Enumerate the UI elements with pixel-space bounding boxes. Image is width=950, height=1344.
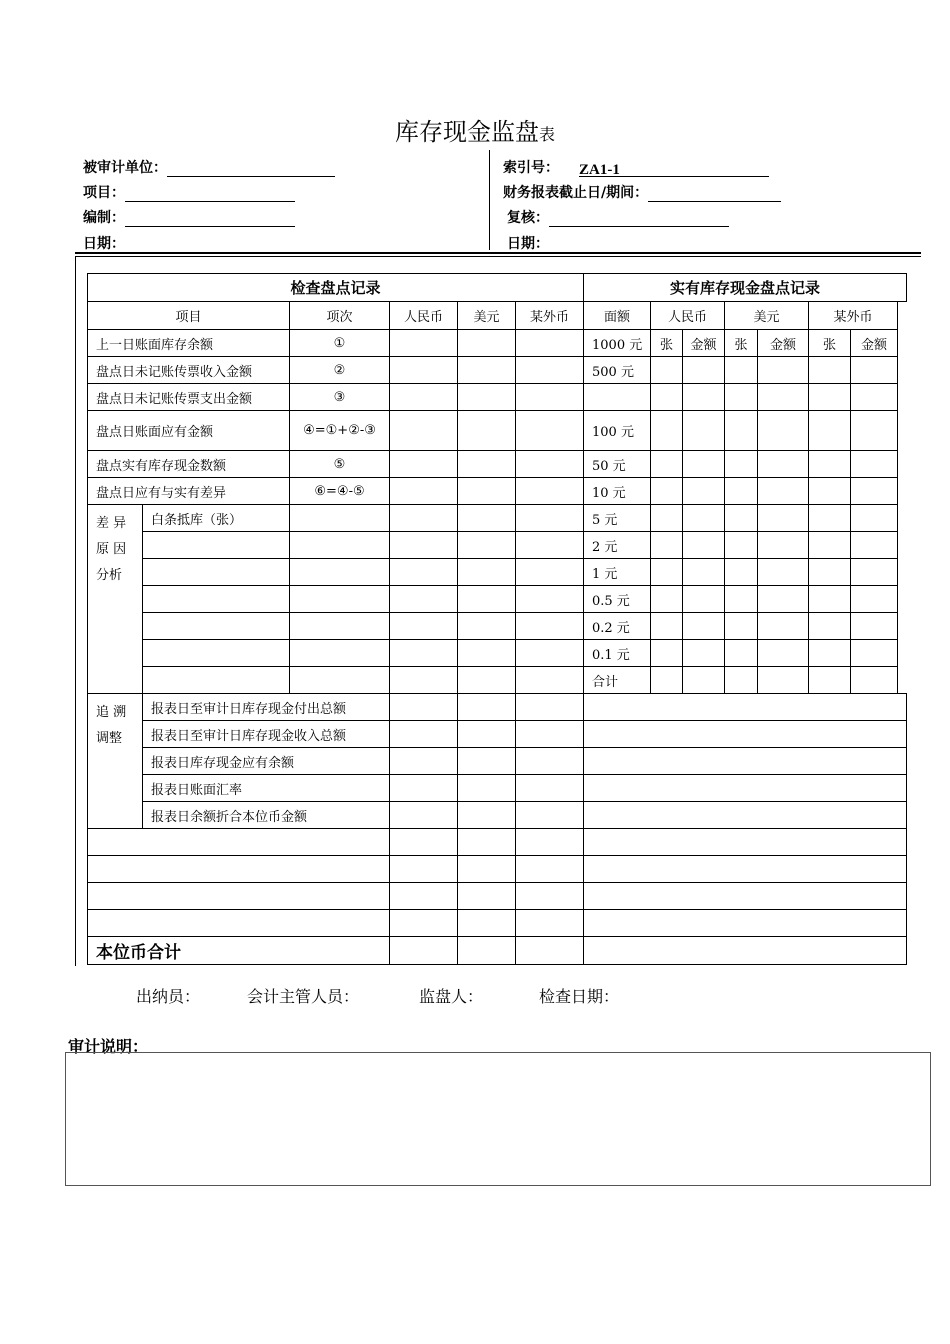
count-cell[interactable] bbox=[682, 356, 725, 384]
count-cell[interactable] bbox=[808, 558, 851, 586]
diff-cause-label: 差 异 原 因 分析 bbox=[87, 504, 143, 694]
count-cell[interactable] bbox=[850, 504, 898, 532]
sub-header-cell: 金额 bbox=[682, 329, 725, 357]
trace-usd-cell[interactable] bbox=[457, 774, 516, 802]
col-header-fx: 某外币 bbox=[515, 301, 584, 330]
count-cell[interactable] bbox=[724, 410, 758, 451]
blank-rmb-cell[interactable] bbox=[389, 909, 458, 937]
blank-item-cell[interactable] bbox=[87, 882, 390, 910]
header-divider bbox=[489, 150, 490, 250]
blank-remark-cell[interactable] bbox=[583, 936, 907, 965]
count-cell[interactable] bbox=[724, 612, 758, 640]
diff-item-cell[interactable] bbox=[142, 531, 290, 559]
count-cell[interactable] bbox=[682, 477, 725, 505]
col-header-rmb-count: 人民币 bbox=[650, 301, 725, 330]
usd-value-cell[interactable] bbox=[457, 329, 516, 357]
count-cell[interactable] bbox=[850, 558, 898, 586]
date-left-field[interactable]: 日期： bbox=[83, 233, 295, 253]
count-cell[interactable] bbox=[757, 356, 809, 384]
diff-item-cell[interactable] bbox=[142, 666, 290, 694]
audited-unit-field[interactable]: 被审计单位： bbox=[83, 157, 335, 177]
monitor-signature[interactable]: 监盘人： bbox=[419, 987, 484, 1006]
rmb-value-cell[interactable] bbox=[389, 410, 458, 451]
rmb-value-cell[interactable] bbox=[389, 558, 458, 586]
denomination-cell: 合计 bbox=[583, 666, 651, 694]
trace-usd-cell[interactable] bbox=[457, 747, 516, 775]
count-cell[interactable] bbox=[757, 477, 809, 505]
blank-item-cell[interactable] bbox=[87, 828, 390, 856]
blank-usd-cell[interactable] bbox=[457, 828, 516, 856]
trace-remark-cell[interactable] bbox=[583, 720, 907, 748]
count-cell[interactable] bbox=[724, 531, 758, 559]
diff-item-cell[interactable] bbox=[142, 558, 290, 586]
rmb-value-cell[interactable] bbox=[389, 531, 458, 559]
row-item-label: 盘点实有库存现金数额 bbox=[87, 450, 290, 478]
rmb-value-cell[interactable] bbox=[389, 504, 458, 532]
reviewed-by-field[interactable]: 复核： bbox=[507, 207, 729, 227]
count-cell[interactable] bbox=[650, 383, 683, 411]
usd-value-cell[interactable] bbox=[457, 450, 516, 478]
diff-item-cell[interactable] bbox=[142, 612, 290, 640]
row-seq: ③ bbox=[289, 383, 390, 411]
count-cell[interactable] bbox=[724, 558, 758, 586]
count-cell[interactable] bbox=[682, 666, 725, 694]
left-margin-rule bbox=[75, 256, 76, 966]
row-seq: ④=①+②-③ bbox=[289, 410, 390, 451]
header-rule bbox=[75, 252, 921, 254]
rmb-value-cell[interactable] bbox=[389, 383, 458, 411]
blank-item-cell[interactable] bbox=[87, 909, 390, 937]
count-cell[interactable] bbox=[808, 450, 851, 478]
diff-seq-cell[interactable] bbox=[289, 504, 390, 532]
row-item-label: 盘点日未记账传票支出金额 bbox=[87, 383, 290, 411]
trace-item-label: 报表日至审计日库存现金付出总额 bbox=[142, 693, 390, 721]
count-cell[interactable] bbox=[808, 356, 851, 384]
count-cell[interactable] bbox=[757, 383, 809, 411]
denomination-cell: 100 元 bbox=[583, 410, 651, 451]
sub-header-cell: 张 bbox=[808, 329, 851, 357]
trace-item-label: 报表日至审计日库存现金收入总额 bbox=[142, 720, 390, 748]
row-seq: ⑤ bbox=[289, 450, 390, 478]
trace-rmb-cell[interactable] bbox=[389, 774, 458, 802]
count-cell[interactable] bbox=[650, 450, 683, 478]
rmb-value-cell[interactable] bbox=[389, 356, 458, 384]
usd-value-cell[interactable] bbox=[457, 558, 516, 586]
trace-rmb-cell[interactable] bbox=[389, 720, 458, 748]
blank-fx-cell[interactable] bbox=[515, 828, 584, 856]
blank-rmb-cell[interactable] bbox=[389, 936, 458, 965]
count-cell[interactable] bbox=[682, 558, 725, 586]
fx-value-cell[interactable] bbox=[515, 531, 584, 559]
blank-remark-cell[interactable] bbox=[583, 855, 907, 883]
col-header-rmb: 人民币 bbox=[389, 301, 458, 330]
blank-usd-cell[interactable] bbox=[457, 855, 516, 883]
trace-remark-cell[interactable] bbox=[583, 693, 907, 721]
blank-fx-cell[interactable] bbox=[515, 909, 584, 937]
count-cell[interactable] bbox=[808, 531, 851, 559]
count-cell[interactable] bbox=[682, 410, 725, 451]
trace-rmb-cell[interactable] bbox=[389, 747, 458, 775]
fx-value-cell[interactable] bbox=[515, 450, 584, 478]
rmb-value-cell[interactable] bbox=[389, 666, 458, 694]
cashier-signature[interactable]: 出纳员： bbox=[136, 987, 201, 1006]
usd-value-cell[interactable] bbox=[457, 639, 516, 667]
count-cell[interactable] bbox=[808, 639, 851, 667]
sub-header-cell: 张 bbox=[724, 329, 758, 357]
fx-value-cell[interactable] bbox=[515, 639, 584, 667]
row-seq: ① bbox=[289, 329, 390, 357]
count-cell[interactable] bbox=[850, 639, 898, 667]
blank-usd-cell[interactable] bbox=[457, 882, 516, 910]
total-label: 本位币合计 bbox=[87, 936, 390, 965]
rmb-value-cell[interactable] bbox=[389, 450, 458, 478]
blank-rmb-cell[interactable] bbox=[389, 828, 458, 856]
sub-header-cell: 张 bbox=[650, 329, 683, 357]
trace-item-label: 报表日库存现金应有余额 bbox=[142, 747, 390, 775]
usd-value-cell[interactable] bbox=[457, 356, 516, 384]
index-value: ZA1-1 bbox=[579, 162, 769, 177]
sub-header-cell: 金额 bbox=[850, 329, 898, 357]
diff-item-cell: 白条抵库（张） bbox=[142, 504, 290, 532]
count-cell[interactable] bbox=[850, 477, 898, 505]
report-period-field[interactable]: 财务报表截止日/期间： bbox=[503, 182, 781, 202]
count-cell[interactable] bbox=[757, 450, 809, 478]
trace-remark-cell[interactable] bbox=[583, 774, 907, 802]
count-cell[interactable] bbox=[757, 410, 809, 451]
col-header-fx-count: 某外币 bbox=[808, 301, 898, 330]
rmb-value-cell[interactable] bbox=[389, 329, 458, 357]
count-cell[interactable] bbox=[650, 585, 683, 613]
diff-seq-cell[interactable] bbox=[289, 639, 390, 667]
trace-rmb-cell[interactable] bbox=[389, 801, 458, 829]
count-cell[interactable] bbox=[650, 410, 683, 451]
count-cell[interactable] bbox=[808, 585, 851, 613]
denomination-cell: 2 元 bbox=[583, 531, 651, 559]
trace-remark-cell[interactable] bbox=[583, 747, 907, 775]
diff-seq-cell[interactable] bbox=[289, 666, 390, 694]
count-cell[interactable] bbox=[682, 531, 725, 559]
trace-usd-cell[interactable] bbox=[457, 720, 516, 748]
count-cell[interactable] bbox=[808, 477, 851, 505]
count-cell[interactable] bbox=[808, 504, 851, 532]
header-rule-thin bbox=[75, 256, 921, 257]
count-cell[interactable] bbox=[757, 504, 809, 532]
denomination-cell: 1000 元 bbox=[583, 329, 651, 357]
audit-notes-box[interactable] bbox=[65, 1052, 931, 1186]
denomination-cell: 0.1 元 bbox=[583, 639, 651, 667]
count-cell[interactable] bbox=[757, 612, 809, 640]
fx-value-cell[interactable] bbox=[515, 329, 584, 357]
count-cell[interactable] bbox=[757, 531, 809, 559]
fx-value-cell[interactable] bbox=[515, 356, 584, 384]
count-cell[interactable] bbox=[757, 639, 809, 667]
rmb-value-cell[interactable] bbox=[389, 585, 458, 613]
blank-fx-cell[interactable] bbox=[515, 936, 584, 965]
usd-value-cell[interactable] bbox=[457, 612, 516, 640]
blank-usd-cell[interactable] bbox=[457, 909, 516, 937]
supervisor-signature[interactable]: 会计主管人员： bbox=[247, 987, 360, 1006]
right-section-header: 实有库存现金盘点记录 bbox=[583, 273, 907, 302]
fx-value-cell[interactable] bbox=[515, 666, 584, 694]
count-cell[interactable] bbox=[682, 450, 725, 478]
count-cell[interactable] bbox=[682, 383, 725, 411]
count-cell[interactable] bbox=[650, 558, 683, 586]
date-right-field[interactable]: 日期： bbox=[507, 233, 717, 253]
usd-value-cell[interactable] bbox=[457, 531, 516, 559]
count-cell[interactable] bbox=[682, 639, 725, 667]
col-header-item: 项目 bbox=[87, 301, 290, 330]
col-header-usd: 美元 bbox=[457, 301, 516, 330]
blank-remark-cell[interactable] bbox=[583, 882, 907, 910]
count-cell[interactable] bbox=[682, 504, 725, 532]
usd-value-cell[interactable] bbox=[457, 477, 516, 505]
count-cell[interactable] bbox=[757, 558, 809, 586]
usd-value-cell[interactable] bbox=[457, 410, 516, 451]
denomination-cell bbox=[583, 383, 651, 411]
audit-notes-label: 审计说明： bbox=[68, 1037, 149, 1056]
row-item-label: 盘点日账面应有金额 bbox=[87, 410, 290, 451]
sub-header-cell: 金额 bbox=[757, 329, 809, 357]
trace-item-label: 报表日余额折合本位币金额 bbox=[142, 801, 390, 829]
count-cell[interactable] bbox=[850, 585, 898, 613]
diff-item-cell[interactable] bbox=[142, 639, 290, 667]
count-cell[interactable] bbox=[850, 450, 898, 478]
count-cell[interactable] bbox=[724, 383, 758, 411]
denomination-cell: 0.2 元 bbox=[583, 612, 651, 640]
col-header-denom: 面额 bbox=[583, 301, 651, 330]
diff-item-cell[interactable] bbox=[142, 585, 290, 613]
fx-value-cell[interactable] bbox=[515, 383, 584, 411]
count-cell[interactable] bbox=[650, 477, 683, 505]
blank-fx-cell[interactable] bbox=[515, 882, 584, 910]
blank-rmb-cell[interactable] bbox=[389, 882, 458, 910]
diff-seq-cell[interactable] bbox=[289, 531, 390, 559]
blank-rmb-cell[interactable] bbox=[389, 855, 458, 883]
trace-remark-cell[interactable] bbox=[583, 801, 907, 829]
count-cell[interactable] bbox=[724, 666, 758, 694]
count-cell[interactable] bbox=[724, 450, 758, 478]
fx-value-cell[interactable] bbox=[515, 477, 584, 505]
denomination-cell: 0.5 元 bbox=[583, 585, 651, 613]
usd-value-cell[interactable] bbox=[457, 383, 516, 411]
prepared-by-field[interactable]: 编制： bbox=[83, 207, 295, 227]
count-cell[interactable] bbox=[724, 639, 758, 667]
count-cell[interactable] bbox=[724, 585, 758, 613]
fx-value-cell[interactable] bbox=[515, 558, 584, 586]
count-cell[interactable] bbox=[850, 531, 898, 559]
check-date-signature[interactable]: 检查日期： bbox=[539, 987, 620, 1006]
rmb-value-cell[interactable] bbox=[389, 477, 458, 505]
trace-fx-cell[interactable] bbox=[515, 747, 584, 775]
count-cell[interactable] bbox=[724, 504, 758, 532]
count-cell[interactable] bbox=[650, 666, 683, 694]
fx-value-cell[interactable] bbox=[515, 585, 584, 613]
diff-seq-cell[interactable] bbox=[289, 612, 390, 640]
count-cell[interactable] bbox=[650, 612, 683, 640]
trace-fx-cell[interactable] bbox=[515, 720, 584, 748]
count-cell[interactable] bbox=[757, 585, 809, 613]
trace-rmb-cell[interactable] bbox=[389, 693, 458, 721]
trace-adjust-label: 追 溯 调整 bbox=[87, 693, 143, 829]
count-cell[interactable] bbox=[650, 356, 683, 384]
fx-value-cell[interactable] bbox=[515, 410, 584, 451]
left-section-header: 检查盘点记录 bbox=[87, 273, 584, 302]
row-item-label: 盘点日应有与实有差异 bbox=[87, 477, 290, 505]
blank-fx-cell[interactable] bbox=[515, 855, 584, 883]
count-cell[interactable] bbox=[682, 585, 725, 613]
count-cell[interactable] bbox=[850, 612, 898, 640]
trace-item-label: 报表日账面汇率 bbox=[142, 774, 390, 802]
fx-value-cell[interactable] bbox=[515, 612, 584, 640]
fx-value-cell[interactable] bbox=[515, 504, 584, 532]
rmb-value-cell[interactable] bbox=[389, 612, 458, 640]
trace-fx-cell[interactable] bbox=[515, 774, 584, 802]
trace-fx-cell[interactable] bbox=[515, 801, 584, 829]
denomination-cell: 5 元 bbox=[583, 504, 651, 532]
count-cell[interactable] bbox=[850, 383, 898, 411]
row-seq: ② bbox=[289, 356, 390, 384]
rmb-value-cell[interactable] bbox=[389, 639, 458, 667]
denomination-cell: 10 元 bbox=[583, 477, 651, 505]
trace-fx-cell[interactable] bbox=[515, 693, 584, 721]
count-cell[interactable] bbox=[650, 639, 683, 667]
col-header-usd-count: 美元 bbox=[724, 301, 809, 330]
col-header-seq: 项次 bbox=[289, 301, 390, 330]
count-cell[interactable] bbox=[724, 356, 758, 384]
trace-usd-cell[interactable] bbox=[457, 801, 516, 829]
count-cell[interactable] bbox=[850, 666, 898, 694]
blank-usd-cell[interactable] bbox=[457, 936, 516, 965]
row-item-label: 上一日账面库存余额 bbox=[87, 329, 290, 357]
denomination-cell: 1 元 bbox=[583, 558, 651, 586]
usd-value-cell[interactable] bbox=[457, 666, 516, 694]
usd-value-cell[interactable] bbox=[457, 585, 516, 613]
blank-remark-cell[interactable] bbox=[583, 828, 907, 856]
row-item-label: 盘点日未记账传票收入金额 bbox=[87, 356, 290, 384]
count-cell[interactable] bbox=[850, 356, 898, 384]
blank-remark-cell[interactable] bbox=[583, 909, 907, 937]
count-cell[interactable] bbox=[724, 477, 758, 505]
count-cell[interactable] bbox=[850, 410, 898, 451]
row-seq: ⑥=④-⑤ bbox=[289, 477, 390, 505]
count-cell[interactable] bbox=[650, 531, 683, 559]
diff-seq-cell[interactable] bbox=[289, 558, 390, 586]
trace-usd-cell[interactable] bbox=[457, 693, 516, 721]
project-field[interactable]: 项目： bbox=[83, 182, 295, 202]
page-title: 库存现金监盘表 bbox=[394, 118, 555, 146]
blank-item-cell[interactable] bbox=[87, 855, 390, 883]
index-no-field[interactable]: 索引号： ZA1-1 bbox=[503, 157, 769, 177]
count-cell[interactable] bbox=[808, 410, 851, 451]
count-cell[interactable] bbox=[757, 666, 809, 694]
count-cell[interactable] bbox=[650, 504, 683, 532]
count-cell[interactable] bbox=[808, 383, 851, 411]
count-cell[interactable] bbox=[682, 612, 725, 640]
usd-value-cell[interactable] bbox=[457, 504, 516, 532]
count-cell[interactable] bbox=[808, 666, 851, 694]
count-cell[interactable] bbox=[808, 612, 851, 640]
diff-seq-cell[interactable] bbox=[289, 585, 390, 613]
denomination-cell: 500 元 bbox=[583, 356, 651, 384]
denomination-cell: 50 元 bbox=[583, 450, 651, 478]
